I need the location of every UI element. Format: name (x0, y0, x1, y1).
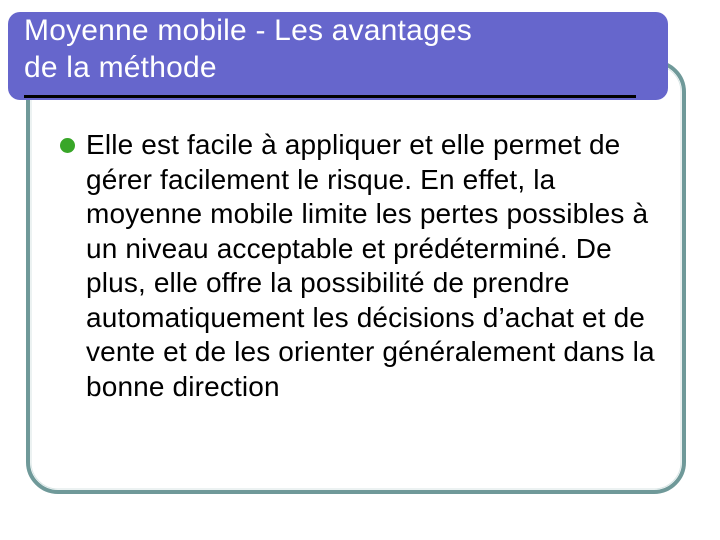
slide-title-line-2: de la méthode (24, 51, 217, 84)
title-underline (24, 95, 636, 98)
title-block (24, 12, 644, 98)
bullet-item (60, 128, 672, 404)
slide-title (24, 12, 472, 86)
slide-title-line-1: Moyenne mobile - Les avantages (24, 14, 472, 47)
bullet-dot-icon (60, 138, 75, 153)
slide-content (60, 128, 672, 458)
bullet-text: Elle est facile à appliquer et elle permet de gérer facilement le risque. En effet, la moyenne mobile limite les pertes possibles à un niveau acceptable et prédéterminé. De plus, elle offre la possibilité de prendre automatiquement les décisions d’achat et de vente et de les orienter généralement dans la bonne direction (86, 129, 655, 402)
